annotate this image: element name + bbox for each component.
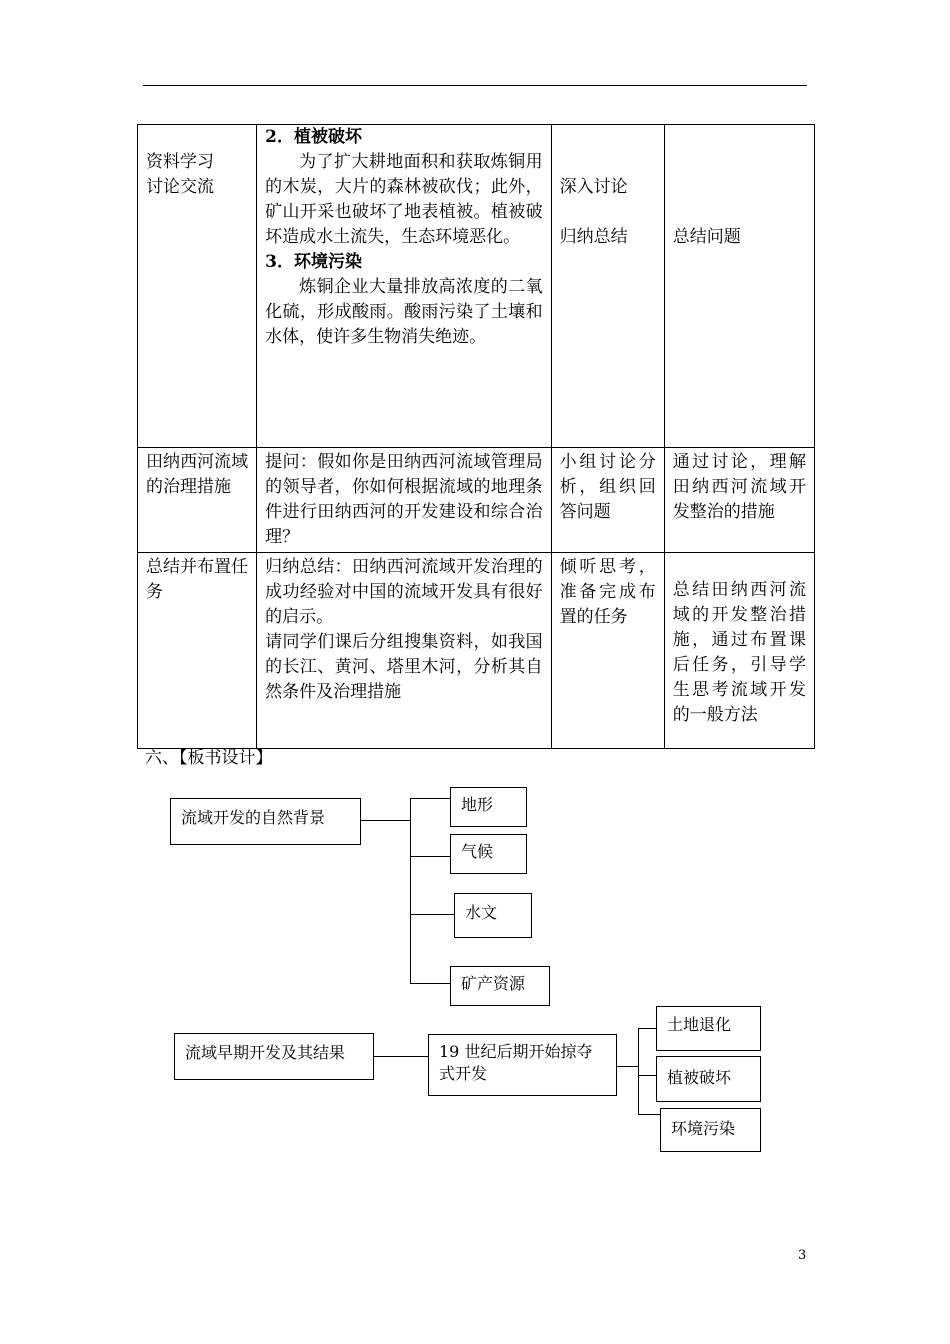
student-text: 倾听思考，准备完成布置的任务 [559, 557, 656, 627]
cell-content [257, 553, 551, 749]
connector-line [410, 798, 411, 983]
activity-line-2: 讨论交流 [146, 177, 214, 197]
table-row [138, 125, 815, 448]
climate-box: 气候 [450, 834, 527, 874]
activity-text: 田纳西河流域的治理措施 [146, 452, 249, 497]
cell-student [551, 448, 664, 553]
early-development-box: 流域早期开发及其结果 [174, 1033, 374, 1080]
connector-line [410, 983, 450, 984]
connector-line [638, 1114, 660, 1115]
intent-text: 总结田纳西河流域的开发整治措施，通过布置课后任务，引导学生思考流域开发的一般方法 [672, 580, 806, 725]
activity-text: 总结并布置任务 [146, 557, 249, 602]
table-row [138, 448, 815, 553]
connector-line [638, 1028, 639, 1114]
connector-line [374, 1056, 428, 1057]
table-row [138, 553, 815, 749]
section-heading: 2．植被破坏 [265, 127, 363, 147]
connector-line [617, 1066, 638, 1067]
plunder-development-box: 19 世纪后期开始掠夺式开发 [428, 1034, 617, 1096]
section-text: 为了扩大耕地面积和获取炼铜用的木炭，大片的森林被砍伐；此外，矿山开采也破坏了地表植被。植被破坏造成水土流失，生态环境恶化。 [265, 152, 543, 247]
connector-line [410, 798, 450, 799]
hydrology-box: 水文 [454, 893, 532, 938]
natural-background-box: 流域开发的自然背景 [170, 798, 361, 845]
vegetation-destruction-box: 植被破坏 [656, 1056, 761, 1102]
lesson-table [137, 124, 815, 749]
cell-activity [138, 553, 257, 749]
content-text: 提问：假如你是田纳西河流域管理局的领导者，你如何根据流域的地理条件进行田纳西河的开发建设和综合治理？ [265, 452, 543, 547]
connector-line [410, 914, 454, 915]
student-line-2: 归纳总结 [559, 227, 628, 247]
land-degradation-box: 土地退化 [656, 1006, 761, 1051]
terrain-box: 地形 [450, 787, 527, 827]
content-text: 请同学们课后分组搜集资料，如我国的长江、黄河、塔里木河，分析其自然条件及治理措施 [265, 632, 543, 702]
header-rule [143, 85, 807, 86]
cell-content [257, 125, 551, 448]
environmental-pollution-box: 环境污染 [660, 1108, 761, 1152]
intent-text: 通过讨论，理解田纳西河流域开发整治的措施 [672, 452, 806, 522]
intent-text: 总结问题 [672, 227, 741, 247]
cell-activity [138, 448, 257, 553]
board-design-title: 六、【板书设计】 [145, 748, 273, 768]
page-number: 3 [798, 1248, 807, 1263]
student-line-1: 深入讨论 [559, 177, 628, 197]
cell-intent [664, 553, 814, 749]
cell-content [257, 448, 551, 553]
activity-line-1: 资料学习 [146, 152, 214, 172]
cell-intent [664, 125, 814, 448]
connector-line [638, 1028, 656, 1029]
content-text: 归纳总结：田纳西河流域开发治理的成功经验对中国的流域开发具有很好的启示。 [265, 557, 543, 627]
section-heading: 3．环境污染 [265, 252, 363, 272]
cell-student [551, 125, 664, 448]
connector-line [361, 820, 411, 821]
connector-line [638, 1075, 656, 1076]
connector-line [410, 856, 450, 857]
cell-student [551, 553, 664, 749]
cell-intent [664, 448, 814, 553]
cell-activity [138, 125, 257, 448]
section-text: 炼铜企业大量排放高浓度的二氧化硫，形成酸雨。酸雨污染了土壤和水体，使许多生物消失绝迹。 [265, 277, 543, 347]
student-text: 小组讨论分析，组织回答问题 [559, 452, 656, 522]
mineral-resources-box: 矿产资源 [450, 966, 550, 1006]
